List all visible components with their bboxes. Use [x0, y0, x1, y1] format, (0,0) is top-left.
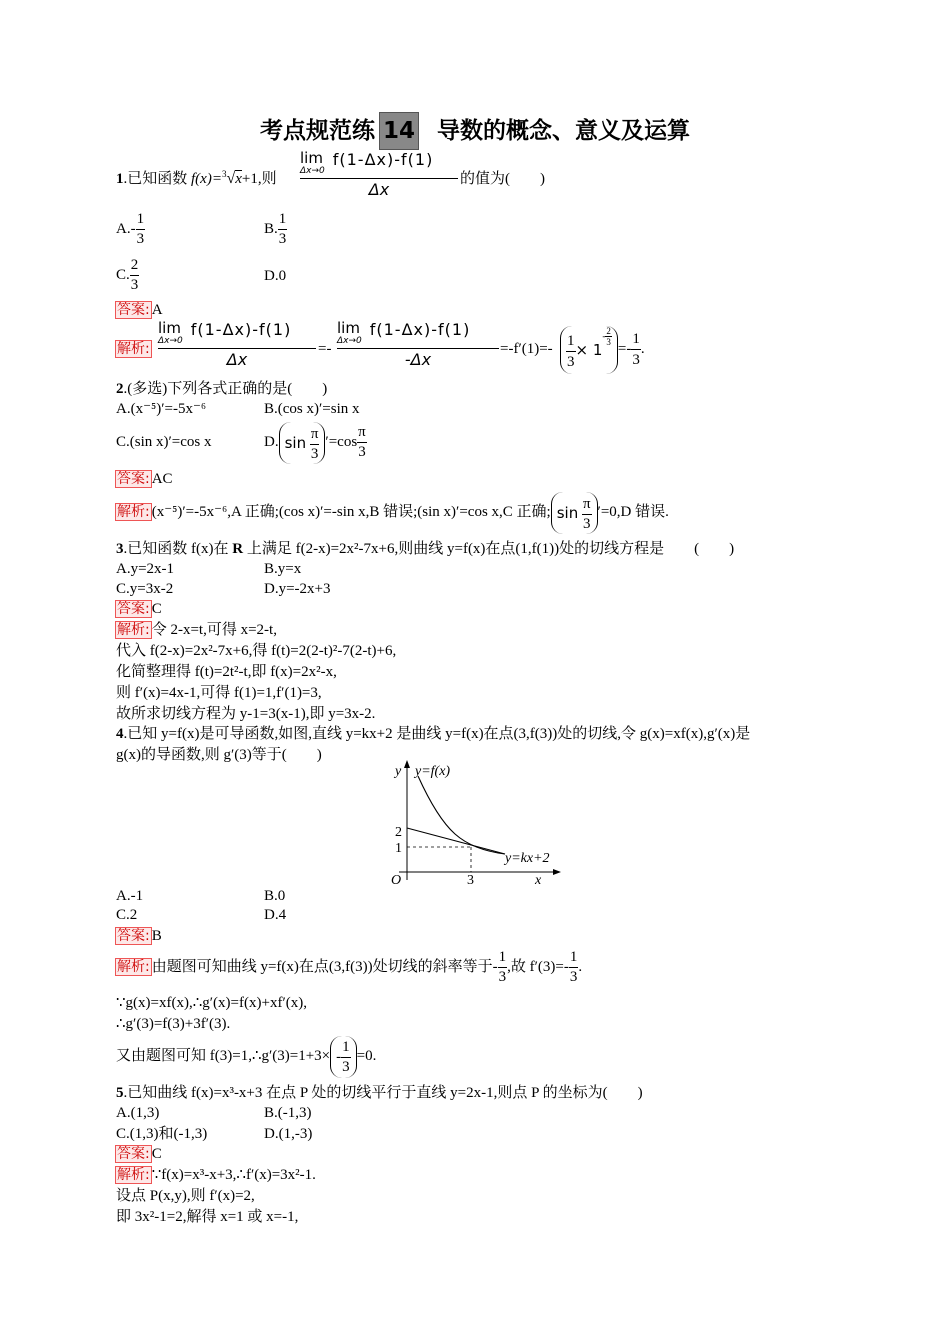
q4-graph-figure [385, 758, 575, 886]
tick-1: 1 [395, 841, 402, 856]
num: π [582, 495, 592, 515]
num: 1 [278, 210, 288, 230]
q2-option-c: C.(sin x)′=cos x [116, 434, 212, 450]
text: .已知曲线 f(x)=x³-x+3 在点 P 处的切线平行于直线 y=2x-1,则点 P 的坐标为( ) [123, 1085, 643, 1101]
num: 1 [566, 331, 576, 352]
q4-sol-line: ∵g(x)=xf(x),∴g′(x)=f(x)+xf′(x), [116, 995, 307, 1011]
q4-option-c: C.2 [116, 907, 138, 923]
analysis-tag: 解析: [117, 1167, 150, 1183]
text: 上满足 f(2-x)=2x²-7x+6,则曲线 y=f(x)在点(1,f(1))处的切线方程是 ( ) [243, 541, 735, 557]
q1-root-index: 3 [221, 169, 227, 179]
lim-expr: f(1-Δx)-f(1) [332, 150, 434, 169]
q1-option-d: D.0 [264, 268, 287, 284]
analysis-tag: 解析: [117, 622, 150, 638]
q3-sol-line: 故所求切线方程为 y-1=3(x-1),即 y=3x-2. [116, 706, 376, 722]
opt-label: A.- [116, 220, 136, 237]
lim: lim [337, 319, 360, 337]
q2-option-b: B.(cos x)′=sin x [264, 401, 360, 417]
num: π [310, 425, 320, 445]
q1-sol-fraction-1 [158, 320, 316, 371]
q1-plus1: +1,则 [241, 171, 277, 187]
fx-label: y=f(x) [415, 764, 451, 779]
q3-option-c: C.y=3x-2 [116, 581, 174, 597]
q1-stem-a: .已知函数 [123, 171, 192, 187]
q1-sol-fraction-2 [337, 320, 499, 371]
q2-answer [115, 470, 173, 488]
lim-expr: f(1-Δx)-f(1) [190, 320, 292, 339]
text: (x⁻⁵)′=-5x⁻⁶,A 正确;(cos x)′=-sin x,B 错误;(sin x)′=cos x,C 正确; [151, 504, 551, 520]
minus: - [336, 1048, 342, 1065]
q1-option-b [264, 210, 287, 249]
num: π [357, 423, 367, 443]
exp [602, 326, 612, 347]
text: R [232, 541, 244, 557]
title-number-badge: 14 [379, 112, 419, 150]
text: . [578, 959, 583, 975]
den: 3 [632, 352, 640, 369]
den: 3 [498, 969, 507, 986]
analysis-tag: 解析: [117, 341, 150, 357]
text: .已知 y=f(x)是可导函数,如图,直线 y=kx+2 是曲线 y=f(x)在点(3,f(3))处的切线,令 g(x)=xf(x),g′(x)是 [123, 726, 751, 742]
answer-tag: 答案: [117, 302, 150, 318]
q1-answer [115, 301, 163, 319]
num: 2 [606, 326, 611, 336]
q2-stem [116, 380, 327, 398]
text: .(多选)下列各式正确的是( ) [123, 381, 328, 397]
q5-option-a: A.(1,3) [116, 1105, 160, 1121]
q3-sol-line: 则 f′(x)=4x-1,可得 f(1)=1,f′(1)=3, [116, 685, 322, 701]
q5-number: 5 [116, 1085, 124, 1101]
q3-sol-line: 化简整理得 f(t)=2t²-t,即 f(x)=2x²-x, [116, 664, 337, 680]
text: ′=cos [325, 434, 358, 450]
origin-label: O [391, 873, 402, 886]
q3-sol-line: 代入 f(2-x)=2x²-7x+6,得 f(t)=2(2-t)²-7(2-t)+6, [116, 643, 397, 659]
text: =-f′(1)=- [500, 341, 553, 357]
q5-option-b: B.(-1,3) [264, 1105, 312, 1121]
q5-option-c: C.(1,3)和(-1,3) [116, 1126, 208, 1142]
text: . [640, 341, 645, 357]
answer-value: A [151, 302, 163, 318]
y-axis-arrow-icon [404, 760, 410, 768]
exp-sign: - [602, 330, 606, 341]
analysis-tag: 解析: [117, 504, 150, 520]
den: 3 [136, 231, 145, 247]
q5-sol-line: 即 3x²-1=2,解得 x=1 或 x=-1, [116, 1209, 299, 1225]
sin: sin [284, 433, 307, 452]
den: 3 [569, 969, 578, 986]
lim-sub: Δx→0 [300, 166, 325, 176]
title-suffix: 导数的概念、意义及运算 [437, 118, 690, 144]
sin: sin [556, 503, 579, 522]
answer-value: AC [151, 471, 173, 487]
text: ′=0,D 错误. [597, 504, 669, 520]
opt-label: C. [116, 266, 130, 283]
lim: lim [300, 149, 323, 167]
q4-sol-line-4 [116, 1032, 376, 1080]
tangent-line [407, 828, 505, 854]
q4-sol-line: ∴g′(3)=f(3)+3f′(3). [116, 1016, 231, 1032]
den: 3 [358, 444, 366, 461]
den: 3 [606, 337, 611, 347]
answer-value: C [151, 1146, 162, 1162]
q5-analysis [115, 1166, 316, 1184]
q5-sol-line: 设点 P(x,y),则 f′(x)=2, [116, 1188, 255, 1204]
text: ,故 f′(3)=- [507, 959, 569, 975]
den: 3 [278, 231, 287, 247]
lim: lim [158, 319, 181, 337]
answer-tag: 答案: [117, 928, 150, 944]
q3-answer [115, 600, 162, 618]
q1-limit-fraction [300, 150, 458, 201]
q3-stem [116, 540, 734, 558]
root-sign-icon: √ [226, 170, 236, 187]
lim-den: Δx [226, 350, 248, 369]
num: 1 [569, 948, 579, 968]
q4-option-b: B.0 [264, 888, 286, 904]
q5-stem [116, 1084, 643, 1102]
q2-option-d [264, 418, 367, 466]
den: 3 [342, 1058, 350, 1075]
q4-number: 4 [116, 726, 124, 742]
num: 1 [341, 1038, 351, 1058]
lim-expr: f(1-Δx)-f(1) [369, 320, 471, 339]
q1-radicand: x [235, 171, 242, 187]
answer-tag: 答案: [117, 601, 150, 617]
q4-option-a: A.-1 [116, 888, 144, 904]
num: 2 [130, 256, 140, 276]
den: 3 [130, 277, 139, 293]
x-axis-arrow-icon [553, 869, 561, 875]
times: × 1 [575, 340, 603, 359]
text: 又由题图可知 f(3)=1,∴g′(3)=1+3× [116, 1048, 331, 1064]
text: =0. [356, 1048, 377, 1064]
q4-stem-b: g(x)的导函数,则 g′(3)等于( ) [116, 747, 322, 763]
q3-number: 3 [116, 541, 124, 557]
y-label: y [395, 764, 402, 779]
lim-sub: Δx→0 [158, 336, 183, 346]
den: 3 [310, 445, 319, 462]
q3-option-d: D.y=-2x+3 [264, 581, 331, 597]
q1-stem-b: 的值为( ) [460, 171, 545, 187]
num: 1 [631, 329, 641, 350]
q2-number: 2 [116, 381, 124, 397]
q5-option-d: D.(1,-3) [264, 1126, 313, 1142]
q3-analysis [115, 621, 277, 639]
q1-stem [116, 170, 277, 188]
line-label: y=kx+2 [505, 851, 550, 866]
q3-option-a: A.y=2x-1 [116, 561, 175, 577]
lim-sub: Δx→0 [337, 336, 362, 346]
q1-number: 1 [116, 171, 124, 187]
text: ∵f(x)=x³-x+3,∴f′(x)=3x²-1. [151, 1167, 316, 1183]
answer-tag: 答案: [117, 471, 150, 487]
x-label: x [535, 873, 542, 886]
text: =- [617, 341, 632, 357]
tick-3: 3 [467, 873, 474, 886]
q4-stem [116, 725, 750, 743]
q1-sol-a: =- [318, 341, 332, 357]
den: 3 [567, 353, 575, 370]
q2-option-a: A.(x⁻⁵)′=-5x⁻⁶ [116, 401, 207, 417]
q4-answer [115, 927, 162, 945]
lim-den: Δx [368, 180, 390, 199]
text: .已知函数 f(x)在 [123, 541, 233, 557]
q1-analysis-tag-row [115, 340, 152, 358]
lim-den: -Δx [404, 350, 432, 369]
answer-value: B [151, 928, 162, 944]
num: 1 [498, 948, 508, 968]
q1-sol-b [500, 340, 553, 358]
text: 令 2-x=t,可得 x=2-t, [151, 622, 277, 638]
text: 由题图可知曲线 y=f(x)在点(3,f(3))处切线的斜率等于- [151, 959, 498, 975]
q4-analysis [115, 945, 582, 989]
answer-tag: 答案: [117, 1146, 150, 1162]
q4-option-d: D.4 [264, 907, 287, 923]
q1-option-a [116, 210, 145, 249]
title-prefix: 考点规范练 [259, 118, 375, 144]
analysis-tag: 解析: [117, 959, 150, 975]
q3-option-b: B.y=x [264, 561, 302, 577]
tick-2: 2 [395, 825, 402, 840]
q1-option-c [116, 256, 139, 295]
q1-sol-paren [560, 322, 645, 376]
opt-label: D. [264, 434, 279, 450]
num: 1 [136, 210, 146, 230]
den: 3 [583, 515, 591, 532]
page-title [0, 112, 950, 150]
q2-analysis [115, 488, 669, 536]
answer-value: C [151, 601, 162, 617]
q5-answer [115, 1145, 162, 1163]
q1-fx: f(x)= [191, 171, 222, 187]
opt-label: B. [264, 220, 278, 237]
